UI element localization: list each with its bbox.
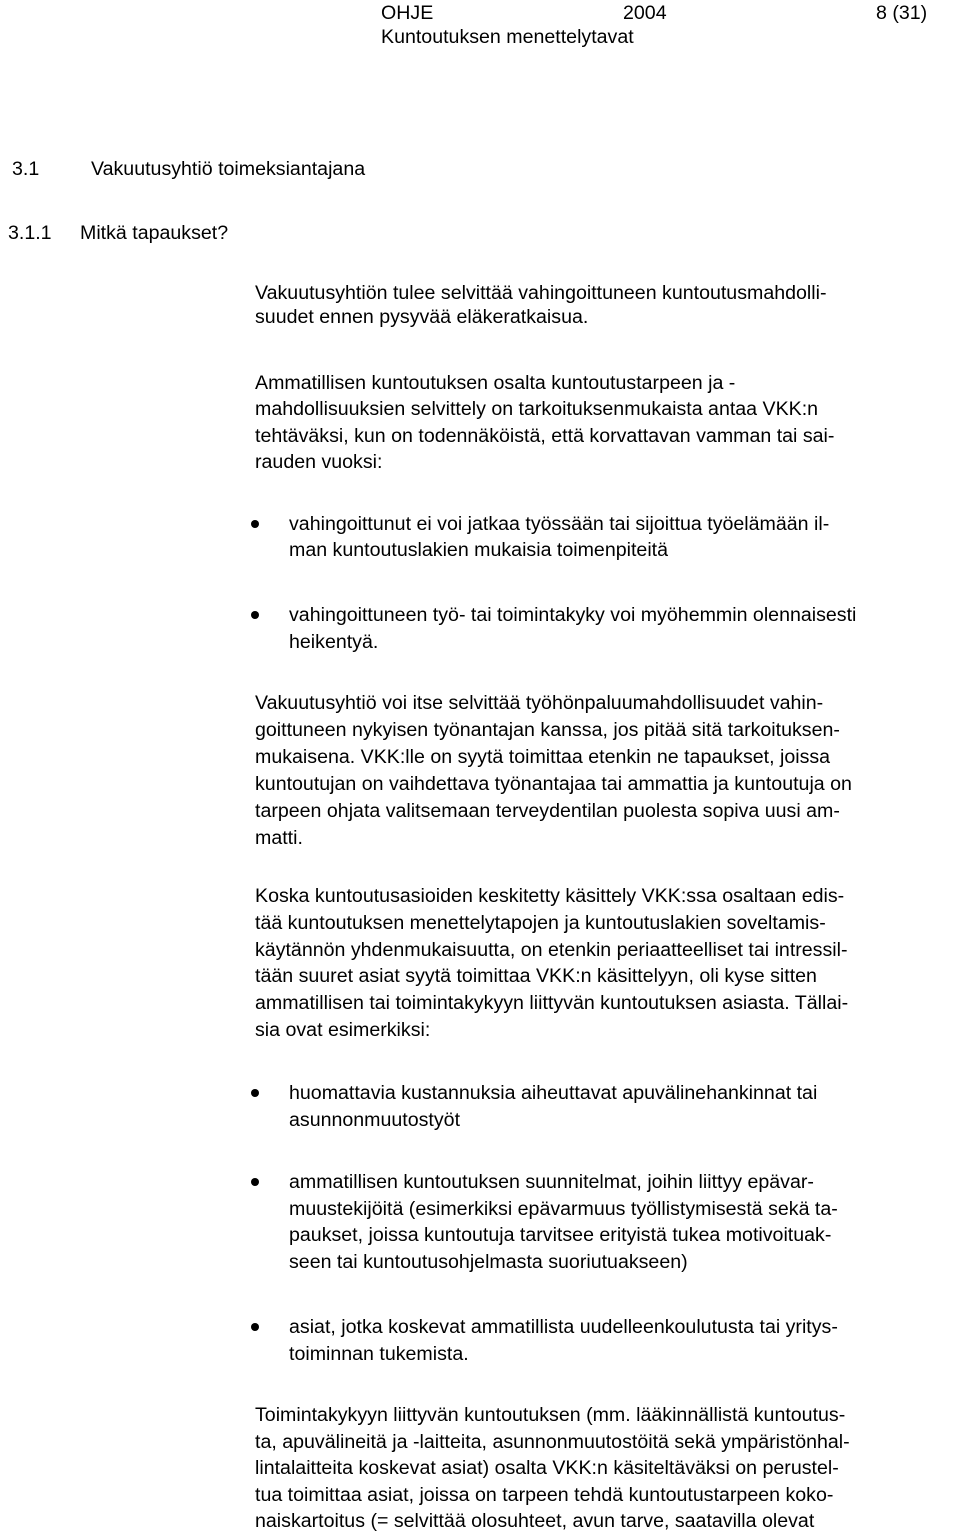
text-line: heikentyä. xyxy=(289,631,379,653)
text-line: asunnonmuutostyöt xyxy=(289,1109,461,1131)
text-line: rauden vuoksi: xyxy=(255,450,383,473)
text-line: suudet ennen pysyvää eläkeratkaisua. xyxy=(255,306,589,328)
text-line: ta, apuvälineitä ja -laitteita, asunnonmuutostöitä sekä ympäristönhal- xyxy=(255,1430,850,1453)
paragraph xyxy=(255,883,848,1044)
header-page-number: 8 (31) xyxy=(876,2,928,24)
subsection-title: Mitkä tapaukset? xyxy=(80,222,229,244)
section-number: 3.1 xyxy=(12,158,40,180)
text-line: mukaisena. VKK:lle on syytä toimittaa etenkin ne tapaukset, joissa xyxy=(255,746,831,768)
text-line: sia ovat esimerkiksi: xyxy=(255,1018,431,1041)
bullet-icon xyxy=(251,1178,259,1186)
text-line: asiat, jotka koskevat ammatillista uudelleenkoulutusta tai yritys- xyxy=(289,1316,838,1338)
text-line: goittuneen nykyisen työnantajan kanssa, jos pitää sitä tarkoituksen- xyxy=(255,719,840,741)
text-line: ammatillisen kuntoutuksen suunnitelmat, joihin liittyy epävar- xyxy=(289,1171,814,1193)
text-line: matti. xyxy=(255,827,303,849)
list-item xyxy=(289,1080,817,1134)
paragraph xyxy=(255,690,852,852)
paragraph xyxy=(255,370,834,475)
text-line: tua toimittaa asiat, joissa on tarpeen tehdä kuntoutustarpeen koko- xyxy=(255,1483,834,1506)
text-line: Toimintakykyyn liittyvän kuntoutuksen (mm. lääkinnällistä kuntoutus- xyxy=(255,1404,846,1426)
text-line: vahingoittunut ei voi jatkaa työssään tai sijoittua työelämään il- xyxy=(289,513,830,535)
text-line: huomattavia kustannuksia aiheuttavat apuvälinehankinnat tai xyxy=(289,1082,818,1104)
paragraph xyxy=(255,1402,850,1535)
text-line: tään suuret asiat syytä toimittaa VKK:n käsittelyyn, oli kyse sitten xyxy=(255,965,817,988)
text-line: Koska kuntoutusasioiden keskitetty käsittely VKK:ssa osaltaan edis- xyxy=(255,885,845,907)
text-line: käytännön yhdenmukaisuutta, on etenkin periaatteelliset tai intressil- xyxy=(255,938,848,961)
text-line: kuntoutujan on vaihdettava työnantajaa tai ammattia ja kuntoutuja on xyxy=(255,773,852,795)
paragraph xyxy=(255,281,827,329)
text-line: naiskartoitus (= selvittää olosuhteet, avun tarve, saatavilla olevat xyxy=(255,1510,815,1532)
header-doc-type: OHJE xyxy=(381,2,434,24)
subsection-number: 3.1.1 xyxy=(8,222,52,244)
text-line: Vakuutusyhtiön tulee selvittää vahingoittuneen kuntoutusmahdolli- xyxy=(255,282,827,304)
text-line: Ammatillisen kuntoutuksen osalta kuntoutustarpeen ja - xyxy=(255,372,736,394)
text-line: tää kuntoutuksen menettelytapojen ja kuntoutuslakien soveltamis- xyxy=(255,911,826,934)
text-line: man kuntoutuslakien mukaisia toimenpiteitä xyxy=(289,539,669,561)
section-title: Vakuutusyhtiö toimeksiantajana xyxy=(91,158,366,180)
text-line: vahingoittuneen työ- tai toimintakyky voi myöhemmin olennaisesti xyxy=(289,604,857,626)
header-subtitle: Kuntoutuksen menettelytavat xyxy=(381,26,634,48)
list-item xyxy=(289,602,856,656)
text-line: seen tai kuntoutusohjelmasta suoriutuakseen) xyxy=(289,1251,688,1274)
bullet-icon xyxy=(251,611,259,619)
text-line: paukset, joissa kuntoutuja tarvitsee erityistä tukea motivoituak- xyxy=(289,1224,832,1247)
bullet-icon xyxy=(251,1323,259,1331)
text-line: ammatillisen tai toimintakykyyn liittyvän kuntoutuksen asiasta. Tällai- xyxy=(255,992,849,1015)
list-item xyxy=(289,511,829,563)
text-line: tehtäväksi, kun on todennäköistä, että korvattavan vamman tai sai- xyxy=(255,424,835,447)
text-line: mahdollisuuksien selvittely on tarkoituksenmukaista antaa VKK:n xyxy=(255,398,819,421)
text-line: toiminnan tukemista. xyxy=(289,1343,469,1365)
list-item xyxy=(289,1314,838,1368)
text-line: Vakuutusyhtiö voi itse selvittää työhönpaluumahdollisuudet vahin- xyxy=(255,692,824,714)
bullet-icon xyxy=(251,1089,259,1097)
bullet-icon xyxy=(251,520,259,528)
text-line: tarpeen ohjata valitsemaan terveydentilan puolesta sopiva uusi am- xyxy=(255,800,840,822)
text-line: lintalaitteita koskevat asiat) osalta VKK:n käsiteltäväksi on perustel- xyxy=(255,1457,839,1479)
text-line: muustekijöitä (esimerkiksi epävarmuus työllistymisestä sekä ta- xyxy=(289,1197,838,1220)
list-item xyxy=(289,1169,838,1276)
header-year: 2004 xyxy=(623,2,667,24)
